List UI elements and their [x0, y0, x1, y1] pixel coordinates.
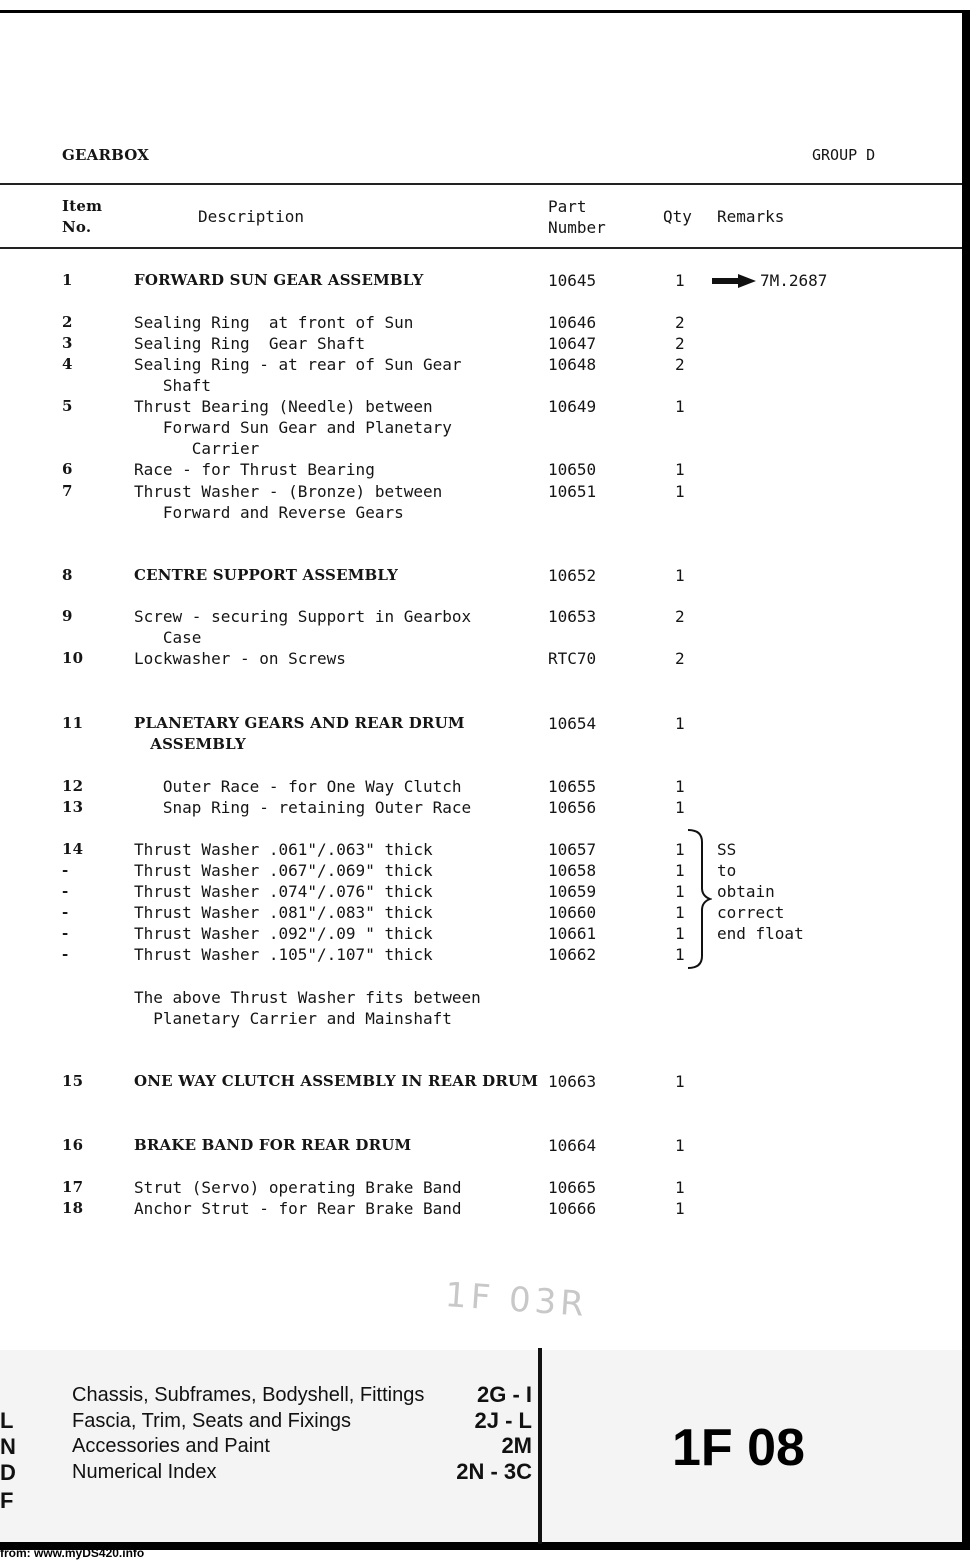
arrow-right-icon [712, 274, 756, 288]
quantity: 1 [675, 945, 685, 964]
item-number: - [62, 924, 69, 942]
remark: SS [717, 840, 737, 859]
item-number: 15 [62, 1072, 84, 1090]
item-number: 3 [62, 334, 73, 352]
part-number: 10646 [548, 313, 597, 332]
item-number: 8 [62, 566, 73, 584]
column-header-qty: Qty [663, 207, 692, 226]
item-number: 10 [62, 649, 84, 667]
item-description: ASSEMBLY [134, 735, 246, 753]
index-code: 2N - 3C [456, 1459, 532, 1484]
part-number: 10662 [548, 945, 597, 964]
quantity: 1 [675, 924, 685, 943]
item-description: Outer Race - for One Way Clutch [134, 777, 462, 796]
index-label: Fascia, Trim, Seats and Fixings [72, 1410, 351, 1432]
part-number: 10656 [548, 798, 597, 817]
quantity: 1 [675, 460, 685, 479]
part-number: 10664 [548, 1136, 597, 1155]
part-number: 10666 [548, 1199, 597, 1218]
quantity: 2 [675, 607, 685, 626]
item-number: - [62, 861, 69, 879]
item-description: Thrust Washer .081"/.083" thick [134, 903, 433, 922]
part-number: 10650 [548, 460, 597, 479]
item-description: Anchor Strut - for Rear Brake Band [134, 1199, 462, 1218]
part-number: 10654 [548, 714, 597, 733]
item-description: BRAKE BAND FOR REAR DRUM [134, 1136, 412, 1154]
item-description: CENTRE SUPPORT ASSEMBLY [134, 566, 399, 584]
item-description: Forward and Reverse Gears [134, 503, 404, 522]
index-label: Numerical Index [72, 1461, 217, 1483]
item-description: ONE WAY CLUTCH ASSEMBLY IN REAR DRUM [134, 1072, 539, 1090]
part-number: 10658 [548, 861, 597, 880]
footer-divider [538, 1348, 542, 1544]
part-number: 10660 [548, 903, 597, 922]
quantity: 2 [675, 649, 685, 668]
item-description: PLANETARY GEARS AND REAR DRUM [134, 714, 465, 732]
part-number: 10661 [548, 924, 597, 943]
column-header-part: Part Number [548, 197, 606, 237]
item-number: 7 [62, 482, 73, 500]
item-description: FORWARD SUN GEAR ASSEMBLY [134, 271, 424, 289]
item-description: Thrust Bearing (Needle) between [134, 397, 433, 416]
quantity: 1 [675, 1199, 685, 1218]
remark: 7M.2687 [760, 271, 828, 290]
remark: to [717, 861, 737, 880]
item-description: Sealing Ring - at rear of Sun Gear [134, 355, 462, 374]
page-title: GEARBOX [62, 146, 150, 164]
part-number: 10652 [548, 566, 597, 585]
item-number: 18 [62, 1199, 84, 1217]
index-label: Accessories and Paint [72, 1435, 270, 1457]
column-header-remarks: Remarks [717, 207, 785, 226]
quantity: 1 [675, 271, 685, 290]
item-number: 1 [62, 271, 73, 289]
quantity: 1 [675, 1136, 685, 1155]
item-number: 17 [62, 1178, 84, 1196]
item-description: Screw - securing Support in Gearbox [134, 607, 472, 626]
item-description: Thrust Washer .092"/.09 " thick [134, 924, 433, 943]
page-border-right [962, 10, 970, 1550]
quantity: 2 [675, 355, 685, 374]
fiche-stamp: 1F 03R [443, 1275, 590, 1325]
item-description: Sealing Ring at front of Sun [134, 313, 414, 332]
quantity: 1 [675, 566, 685, 585]
quantity: 2 [675, 313, 685, 332]
quantity: 1 [675, 482, 685, 501]
item-description: Thrust Washer .105"/.107" thick [134, 945, 433, 964]
item-description: Thrust Washer - (Bronze) between [134, 482, 443, 501]
part-number: 10647 [548, 334, 597, 353]
brace-icon [686, 828, 712, 970]
item-number: 6 [62, 460, 73, 478]
item-description: Carrier [134, 439, 260, 458]
item-description: Shaft [134, 376, 212, 395]
part-number: 10665 [548, 1178, 597, 1197]
item-description: Planetary Carrier and Mainshaft [134, 1009, 452, 1028]
index-code: 2M [501, 1433, 532, 1458]
item-number: 5 [62, 397, 73, 415]
index-label: Chassis, Subframes, Bodyshell, Fittings [72, 1384, 425, 1406]
item-number: 11 [62, 714, 84, 732]
header-rule-bottom [0, 247, 962, 249]
quantity: 1 [675, 1178, 685, 1197]
item-description: Case [134, 628, 202, 647]
part-number: 10648 [548, 355, 597, 374]
header-rule-top [0, 183, 962, 185]
index-code: 2G - I [476, 1382, 532, 1407]
item-number: 16 [62, 1136, 84, 1154]
remark: correct [717, 903, 785, 922]
part-number: 10657 [548, 840, 597, 859]
page-border-bottom [0, 1542, 970, 1550]
quantity: 1 [675, 777, 685, 796]
side-letter: D [0, 1460, 16, 1485]
part-number: 10655 [548, 777, 597, 796]
quantity: 2 [675, 334, 685, 353]
quantity: 1 [675, 714, 685, 733]
item-number: 4 [62, 355, 73, 373]
quantity: 1 [675, 397, 685, 416]
quantity: 1 [675, 1072, 685, 1091]
item-number: - [62, 882, 69, 900]
item-description: Sealing Ring Gear Shaft [134, 334, 366, 353]
quantity: 1 [675, 861, 685, 880]
column-header-description: Description [198, 207, 304, 226]
item-description: Forward Sun Gear and Planetary [134, 418, 452, 437]
item-description: Thrust Washer .074"/.076" thick [134, 882, 433, 901]
source-credit: from: www.myDS420.info [0, 1546, 145, 1560]
item-description: Lockwasher - on Screws [134, 649, 346, 668]
page-border-top [0, 10, 970, 13]
item-description: Thrust Washer .067"/.069" thick [134, 861, 433, 880]
part-number: 10653 [548, 607, 597, 626]
item-description: Thrust Washer .061"/.063" thick [134, 840, 433, 859]
column-header-item: Item No. [62, 197, 103, 236]
quantity: 1 [675, 903, 685, 922]
item-description: Strut (Servo) operating Brake Band [134, 1178, 462, 1197]
part-number: 10649 [548, 397, 597, 416]
index-code: 2J - L [474, 1408, 532, 1433]
quantity: 1 [675, 840, 685, 859]
item-number: - [62, 945, 69, 963]
item-description: The above Thrust Washer fits between [134, 988, 481, 1007]
part-number: 10659 [548, 882, 597, 901]
quantity: 1 [675, 798, 685, 817]
side-letter: L [0, 1408, 14, 1433]
side-letter: F [0, 1488, 14, 1513]
fiche-number: 1F 08 [672, 1419, 805, 1477]
group-label: GROUP D [812, 146, 876, 164]
part-number: 10645 [548, 271, 597, 290]
item-number: 2 [62, 313, 73, 331]
part-number: RTC70 [548, 649, 597, 668]
item-number: 13 [62, 798, 84, 816]
remark: end float [717, 924, 804, 943]
item-number: 14 [62, 840, 84, 858]
quantity: 1 [675, 882, 685, 901]
item-number: 12 [62, 777, 84, 795]
side-letter: N [0, 1434, 16, 1459]
part-number: 10663 [548, 1072, 597, 1091]
item-description: Race - for Thrust Bearing [134, 460, 375, 479]
item-description: Snap Ring - retaining Outer Race [134, 798, 472, 817]
remark: obtain [717, 882, 775, 901]
item-number: 9 [62, 607, 73, 625]
part-number: 10651 [548, 482, 597, 501]
item-number: - [62, 903, 69, 921]
